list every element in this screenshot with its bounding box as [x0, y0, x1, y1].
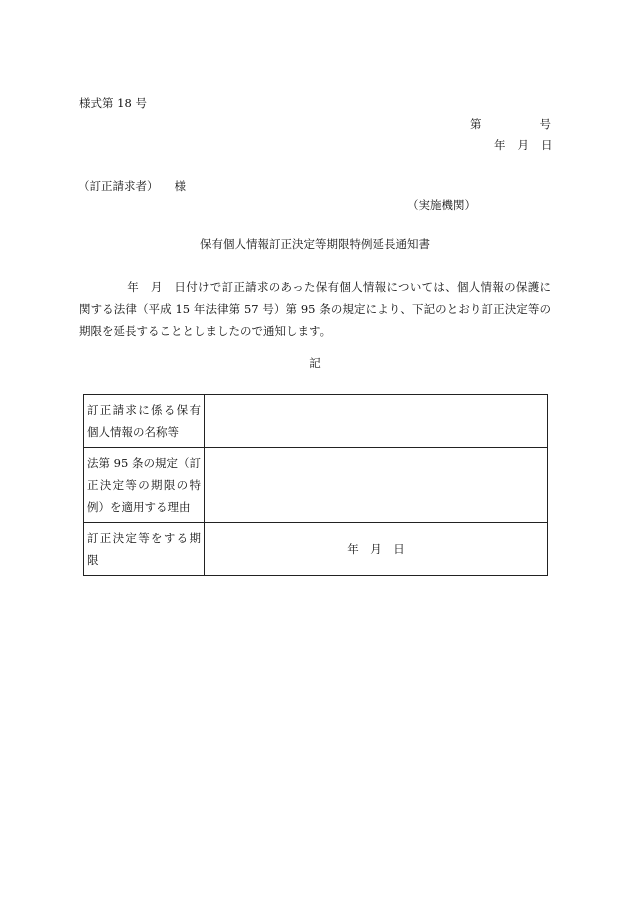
date-month: 月 — [517, 138, 529, 152]
table-row — [84, 448, 548, 523]
document-title: 保有個人情報訂正決定等期限特例延長通知書 — [200, 237, 430, 251]
body-paragraph: 年 月 日付けで訂正請求のあった保有個人情報については、個人情報の保護に関する法律（平成 15 年法律第 57 号）第 95 条の規定により、下記のとおり訂正決定等の期限を延長することとしましたので通知します。 — [79, 280, 551, 338]
row-value — [205, 448, 548, 523]
deadline-date: 年 月 日 — [205, 523, 548, 576]
row-label: 訂正決定等をする期限 — [84, 523, 205, 576]
number-suffix: 号 — [539, 117, 551, 131]
addressee-label: （訂正請求者） — [78, 179, 159, 193]
row-label: 法第 95 条の規定（訂正決定等の期限の特例）を適用する理由 — [84, 448, 205, 523]
document-number — [470, 119, 551, 131]
form-number: 様式第 18 号 — [79, 96, 147, 110]
date-day: 日 — [541, 138, 553, 152]
issuing-agency: （実施機関） — [407, 198, 476, 212]
date-year: 年 — [494, 138, 506, 152]
document-date — [494, 140, 553, 152]
row-label: 訂正請求に係る保有個人情報の名称等 — [84, 395, 205, 448]
detail-table — [83, 394, 548, 576]
body-text — [79, 276, 551, 342]
row-value — [205, 395, 548, 448]
table-row — [84, 395, 548, 448]
ki-heading: 記 — [309, 356, 321, 370]
table-row — [84, 523, 548, 576]
addressee — [78, 181, 186, 193]
honorific: 様 — [174, 179, 186, 193]
number-prefix: 第 — [470, 117, 482, 131]
